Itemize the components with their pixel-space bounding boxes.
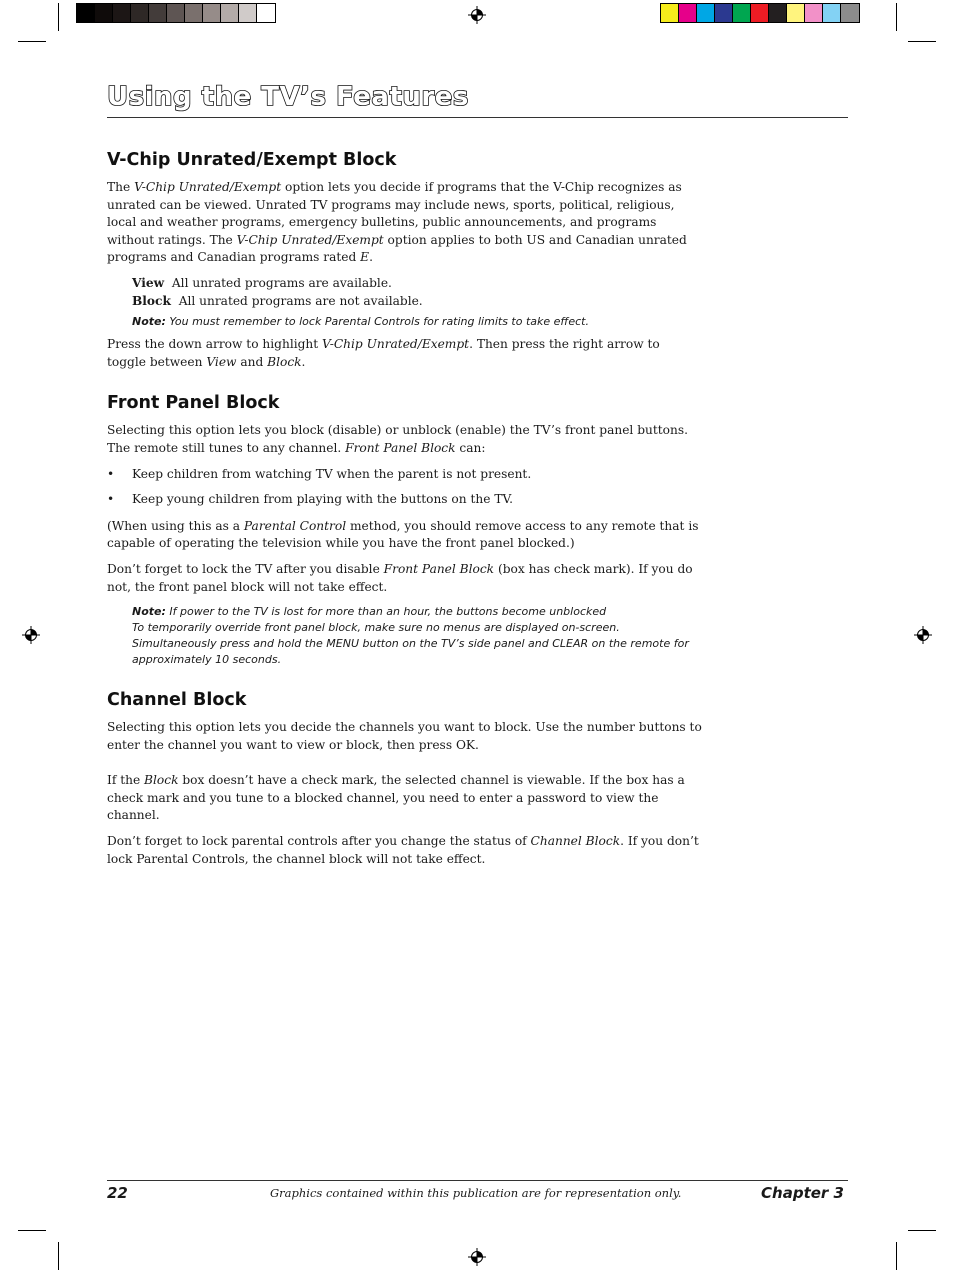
color-swatch: [805, 4, 823, 22]
note: Note: If power to the TV is lost for more than an hour, the buttons become unblocked: [132, 605, 607, 619]
note: Note: You must remember to lock Parental Controls for rating limits to take effect.: [132, 315, 589, 329]
color-swatch: [679, 4, 697, 22]
registration-mark-icon: [914, 626, 932, 644]
color-swatch: [221, 4, 239, 22]
page-number: 22: [107, 1184, 128, 1202]
color-swatch: [823, 4, 841, 22]
bullet-list: [107, 466, 702, 509]
paragraph: (When using this as a Parental Control method, you should remove access to any remote that is capable of operating the television while you have the front panel blocked.): [107, 518, 699, 551]
paragraph: Press the down arrow to highlight V-Chip Unrated/Exempt. Then press the right arrow to toggle between View and Block.: [107, 337, 660, 369]
list-item: • Keep children from watching TV when the parent is not present.: [107, 466, 702, 484]
option-term: View: [132, 275, 165, 290]
color-swatch: [697, 4, 715, 22]
color-swatch: [787, 4, 805, 22]
title-divider: [107, 117, 848, 118]
section-heading: Channel Block: [107, 690, 247, 711]
color-swatch: [113, 4, 131, 22]
page-title: Using the TV’s Features: [107, 82, 469, 112]
color-swatch: [95, 4, 113, 22]
footer-note: Graphics contained within this publication are for representation only.: [270, 1186, 682, 1200]
footer-divider: [107, 1180, 848, 1181]
option-list: [107, 275, 702, 310]
color-swatch: [185, 4, 203, 22]
paragraph: The V-Chip Unrated/Exempt option lets you decide if programs that the V-Chip recognizes as unrated can be viewed. Unrated TV programs may include news, sports, political, religious, local and weather programs, emergency bulletins, public announcements, and programs without ratings. The V-Chip Unrated/Exempt option applies to both US and Canadian unrated programs and Canadian programs rated E.: [107, 180, 687, 265]
color-swatch: [733, 4, 751, 22]
paragraph: Selecting this option lets you block (disable) or unblock (enable) the TV’s front panel buttons. The remote still tunes to any channel. Front Panel Block can:: [107, 423, 688, 455]
color-swatch: [769, 4, 787, 22]
section-vchip-unrated: [107, 150, 702, 371]
color-swatch: [203, 4, 221, 22]
main-content: [107, 150, 702, 890]
color-swatch: [257, 4, 275, 22]
color-swatch: [77, 4, 95, 22]
option-desc: All unrated programs are available.: [171, 275, 392, 290]
color-swatch: [167, 4, 185, 22]
section-front-panel-block: [107, 393, 702, 668]
registration-mark-icon: [468, 1248, 486, 1266]
registration-mark-icon: [468, 6, 486, 24]
color-swatch: [239, 4, 257, 22]
paragraph: Don’t forget to lock parental controls after you change the status of Channel Block. If you don’t lock Parental Controls, the channel block will not take effect.: [107, 834, 699, 866]
section-channel-block: [107, 690, 702, 868]
option-term: Block: [132, 293, 171, 308]
color-swatch: [131, 4, 149, 22]
color-swatch: [751, 4, 769, 22]
grayscale-color-bar: [76, 3, 276, 23]
chapter-label: Chapter 3: [761, 1184, 844, 1202]
list-item: • Keep young children from playing with the buttons on the TV.: [107, 491, 702, 509]
color-swatch: [841, 4, 859, 22]
paragraph: Don’t forget to lock the TV after you disable Front Panel Block (box has check mark). If you do not, the front panel block will not take effect.: [107, 561, 693, 594]
option-desc: All unrated programs are not available.: [178, 293, 423, 308]
note-continuation: To temporarily override front panel block, make sure no menus are displayed on-screen. Simultaneously press and hold the MENU button on the TV’s side panel and CLEAR on the remote for approximately 10 seconds.: [132, 621, 689, 667]
color-swatch: [149, 4, 167, 22]
color-calibration-bar: [660, 3, 860, 23]
paragraph: Selecting this option lets you decide the channels you want to block. Use the number buttons to enter the channel you want to view or block, then press OK.: [107, 720, 702, 752]
registration-mark-icon: [22, 626, 40, 644]
paragraph: If the Block box doesn’t have a check mark, the selected channel is viewable. If the box has a check mark and you tune to a blocked channel, you need to enter a password to view the channel.: [107, 773, 685, 823]
section-heading: Front Panel Block: [107, 393, 280, 414]
section-heading: V-Chip Unrated/Exempt Block: [107, 150, 397, 170]
color-swatch: [661, 4, 679, 22]
color-swatch: [715, 4, 733, 22]
